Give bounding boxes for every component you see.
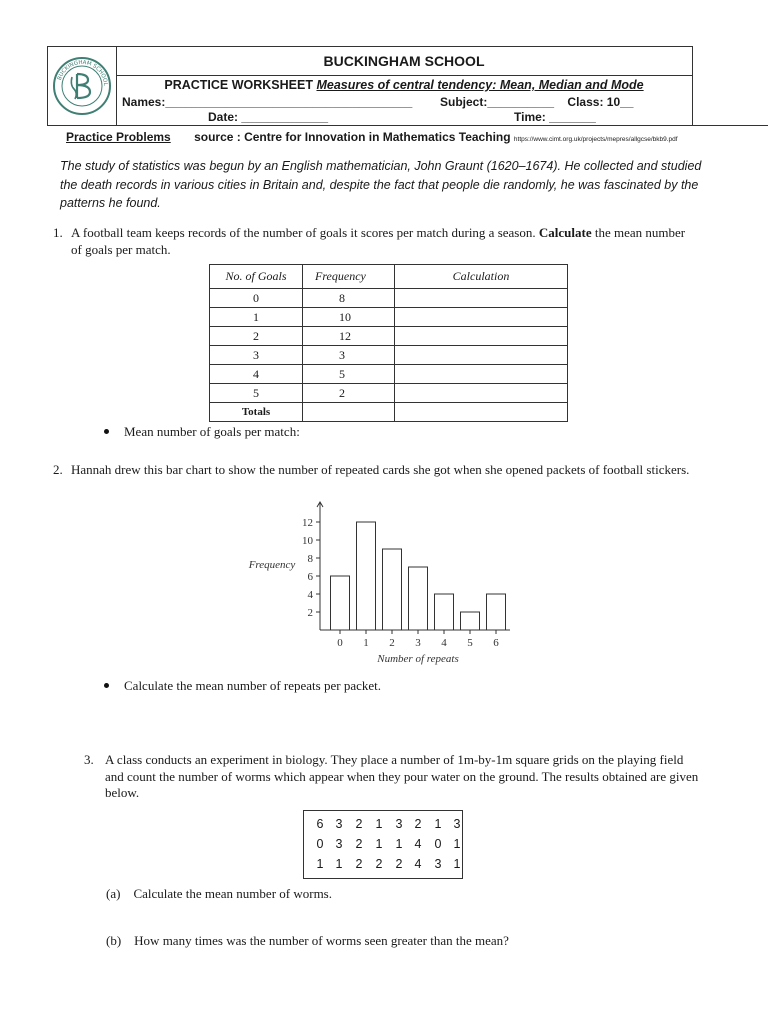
worms-value: 6	[316, 817, 324, 831]
q3-number: 3.	[84, 752, 94, 767]
subject-class-field[interactable]	[440, 95, 633, 109]
subject-field[interactable]: Subject:__________	[440, 95, 555, 109]
y-tick-label: 12	[302, 517, 313, 529]
bar-4	[435, 594, 454, 630]
school-name: BUCKINGHAM SCHOOL	[116, 47, 692, 76]
goals-cell: 0	[210, 289, 303, 308]
worms-value: 1	[335, 857, 343, 871]
frequency-cell: 12	[303, 327, 395, 346]
goals-cell: 4	[210, 365, 303, 384]
q2-number: 2.	[53, 462, 63, 477]
q2-bullet-text: Calculate the mean number of repeats per packet.	[124, 678, 381, 693]
q3-text: A class conducts an experiment in biology. They place a number of 1m-by-1m square grids on the playing field and count the number of worms which appear when they pour water on the ground. The results obtained are given below.	[105, 752, 699, 800]
bar-2	[383, 549, 402, 630]
worms-value: 1	[316, 857, 324, 871]
x-tick-label: 6	[493, 637, 499, 649]
worms-value: 1	[375, 837, 383, 851]
worms-value: 2	[355, 857, 363, 871]
calculation-cell[interactable]	[395, 327, 568, 346]
x-tick-label: 2	[389, 637, 395, 649]
calculation-cell[interactable]	[395, 365, 568, 384]
q2-bullet	[104, 678, 381, 694]
q3-part-a-label: (a)	[106, 886, 121, 901]
intro-paragraph: The study of statistics was begun by an English mathematician, John Graunt (1620–1674). He collected and studied the death records in various cities in Britain and, despite the fact that people die randomly, he was fascinated by the patterns he found.	[60, 159, 702, 210]
time-field[interactable]: Time: _______	[514, 110, 596, 124]
header-divider	[693, 125, 768, 126]
q1-bold-word: Calculate	[538, 225, 592, 240]
worksheet-prefix: PRACTICE WORKSHEET	[164, 78, 313, 92]
q3-part-b-label: (b)	[106, 933, 122, 948]
worms-value: 1	[395, 837, 403, 851]
worms-value: 1	[375, 817, 383, 831]
worms-value: 1	[434, 817, 442, 831]
date-field[interactable]: Date: _____________	[208, 110, 329, 124]
worksheet-topic: Measures of central tendency: Mean, Median and Mode	[316, 78, 644, 92]
table-row	[210, 384, 568, 403]
bullet-icon	[104, 429, 109, 434]
calculation-cell[interactable]	[395, 384, 568, 403]
q1-text-b: the mean number of goals per match.	[71, 225, 686, 257]
y-tick-label: 10	[302, 535, 313, 547]
table-row	[210, 308, 568, 327]
worms-value: 1	[453, 837, 461, 851]
frequency-cell: 10	[303, 308, 395, 327]
q3-part-a-text: Calculate the mean number of worms.	[133, 886, 332, 901]
worksheet-header	[47, 46, 693, 126]
worms-value: 2	[395, 857, 403, 871]
q1-bullet	[104, 424, 300, 440]
totals-calculation-cell[interactable]	[395, 403, 568, 422]
worms-value: 2	[355, 837, 363, 851]
chart-x-label: Number of repeats	[377, 653, 459, 665]
worms-value: 0	[316, 837, 324, 851]
bar-6	[487, 594, 506, 630]
goals-frequency-table	[209, 264, 568, 422]
x-tick-label: 3	[415, 637, 421, 649]
practice-source-line	[66, 130, 678, 144]
source-url[interactable]: https://www.cimt.org.uk/projects/mepres/allgcse/bkb9.pdf	[513, 136, 678, 143]
chart-bars	[331, 522, 506, 630]
repeats-bar-chart	[240, 496, 530, 671]
calculation-cell[interactable]	[395, 289, 568, 308]
bullet-icon	[104, 683, 109, 688]
header-goals: No. of Goals	[210, 265, 303, 289]
logo-cell	[48, 47, 117, 125]
y-tick-label: 4	[307, 589, 313, 601]
totals-frequency-cell[interactable]	[303, 403, 395, 422]
worms-value: 3	[434, 857, 442, 871]
x-tick-label: 5	[467, 637, 473, 649]
source-text: source : Centre for Innovation in Mathematics Teaching	[194, 130, 511, 144]
frequency-cell: 3	[303, 346, 395, 365]
frequency-cell: 8	[303, 289, 395, 308]
class-field[interactable]: Class: 10__	[567, 95, 634, 109]
goals-cell: 1	[210, 308, 303, 327]
worms-value: 2	[375, 857, 383, 871]
goals-cell: 2	[210, 327, 303, 346]
worms-value: 3	[395, 817, 403, 831]
worms-value: 4	[414, 837, 422, 851]
bar-1	[357, 522, 376, 630]
q1-number: 1.	[53, 225, 63, 240]
calculation-cell[interactable]	[395, 308, 568, 327]
bar-3	[409, 567, 428, 630]
names-field[interactable]: Names:_____________________________________	[122, 95, 413, 109]
q1-text-a: A football team keeps records of the number of goals it scores per match during a season.	[71, 225, 536, 240]
y-tick-label: 6	[307, 571, 313, 583]
chart-y-label: Frequency	[248, 559, 296, 571]
school-logo	[48, 47, 116, 125]
table-row	[210, 346, 568, 365]
worms-value: 3	[335, 837, 343, 851]
x-tick-label: 0	[337, 637, 343, 649]
frequency-cell: 5	[303, 365, 395, 384]
goals-cell: 3	[210, 346, 303, 365]
worms-value: 1	[453, 857, 461, 871]
chart-y-ticks	[302, 517, 320, 619]
goals-cell: 5	[210, 384, 303, 403]
worms-value: 0	[434, 837, 442, 851]
bar-5	[461, 612, 480, 630]
calculation-cell[interactable]	[395, 346, 568, 365]
totals-label: Totals	[210, 403, 303, 422]
q3-part-a	[106, 886, 332, 903]
q1-text	[71, 225, 691, 258]
worms-value: 3	[453, 817, 461, 831]
x-tick-label: 1	[363, 637, 369, 649]
chart-x-ticks	[337, 630, 499, 649]
totals-row	[210, 403, 568, 422]
worms-value: 4	[414, 857, 422, 871]
header-calculation: Calculation	[395, 265, 568, 289]
worms-value: 2	[414, 817, 422, 831]
worksheet-title	[116, 78, 692, 92]
q3-part-b	[106, 933, 509, 950]
table-row	[210, 289, 568, 308]
logo-text: BUCKINGHAM SCHOOL	[56, 59, 109, 86]
x-tick-label: 4	[441, 637, 447, 649]
worms-value: 2	[355, 817, 363, 831]
worms-data-grid	[303, 810, 463, 879]
q1-bullet-text: Mean number of goals per match:	[124, 424, 300, 439]
y-tick-label: 2	[307, 607, 313, 619]
practice-title: Practice Problems	[66, 130, 171, 144]
frequency-cell: 2	[303, 384, 395, 403]
q3-part-b-text: How many times was the number of worms seen greater than the mean?	[134, 933, 509, 948]
bar-0	[331, 576, 350, 630]
table-row	[210, 365, 568, 384]
q2-text: Hannah drew this bar chart to show the number of repeated cards she got when she opened packets of football stickers.	[71, 462, 690, 477]
worms-value: 3	[335, 817, 343, 831]
table-row	[210, 327, 568, 346]
header-frequency: Frequency	[303, 265, 395, 289]
y-tick-label: 8	[307, 553, 313, 565]
